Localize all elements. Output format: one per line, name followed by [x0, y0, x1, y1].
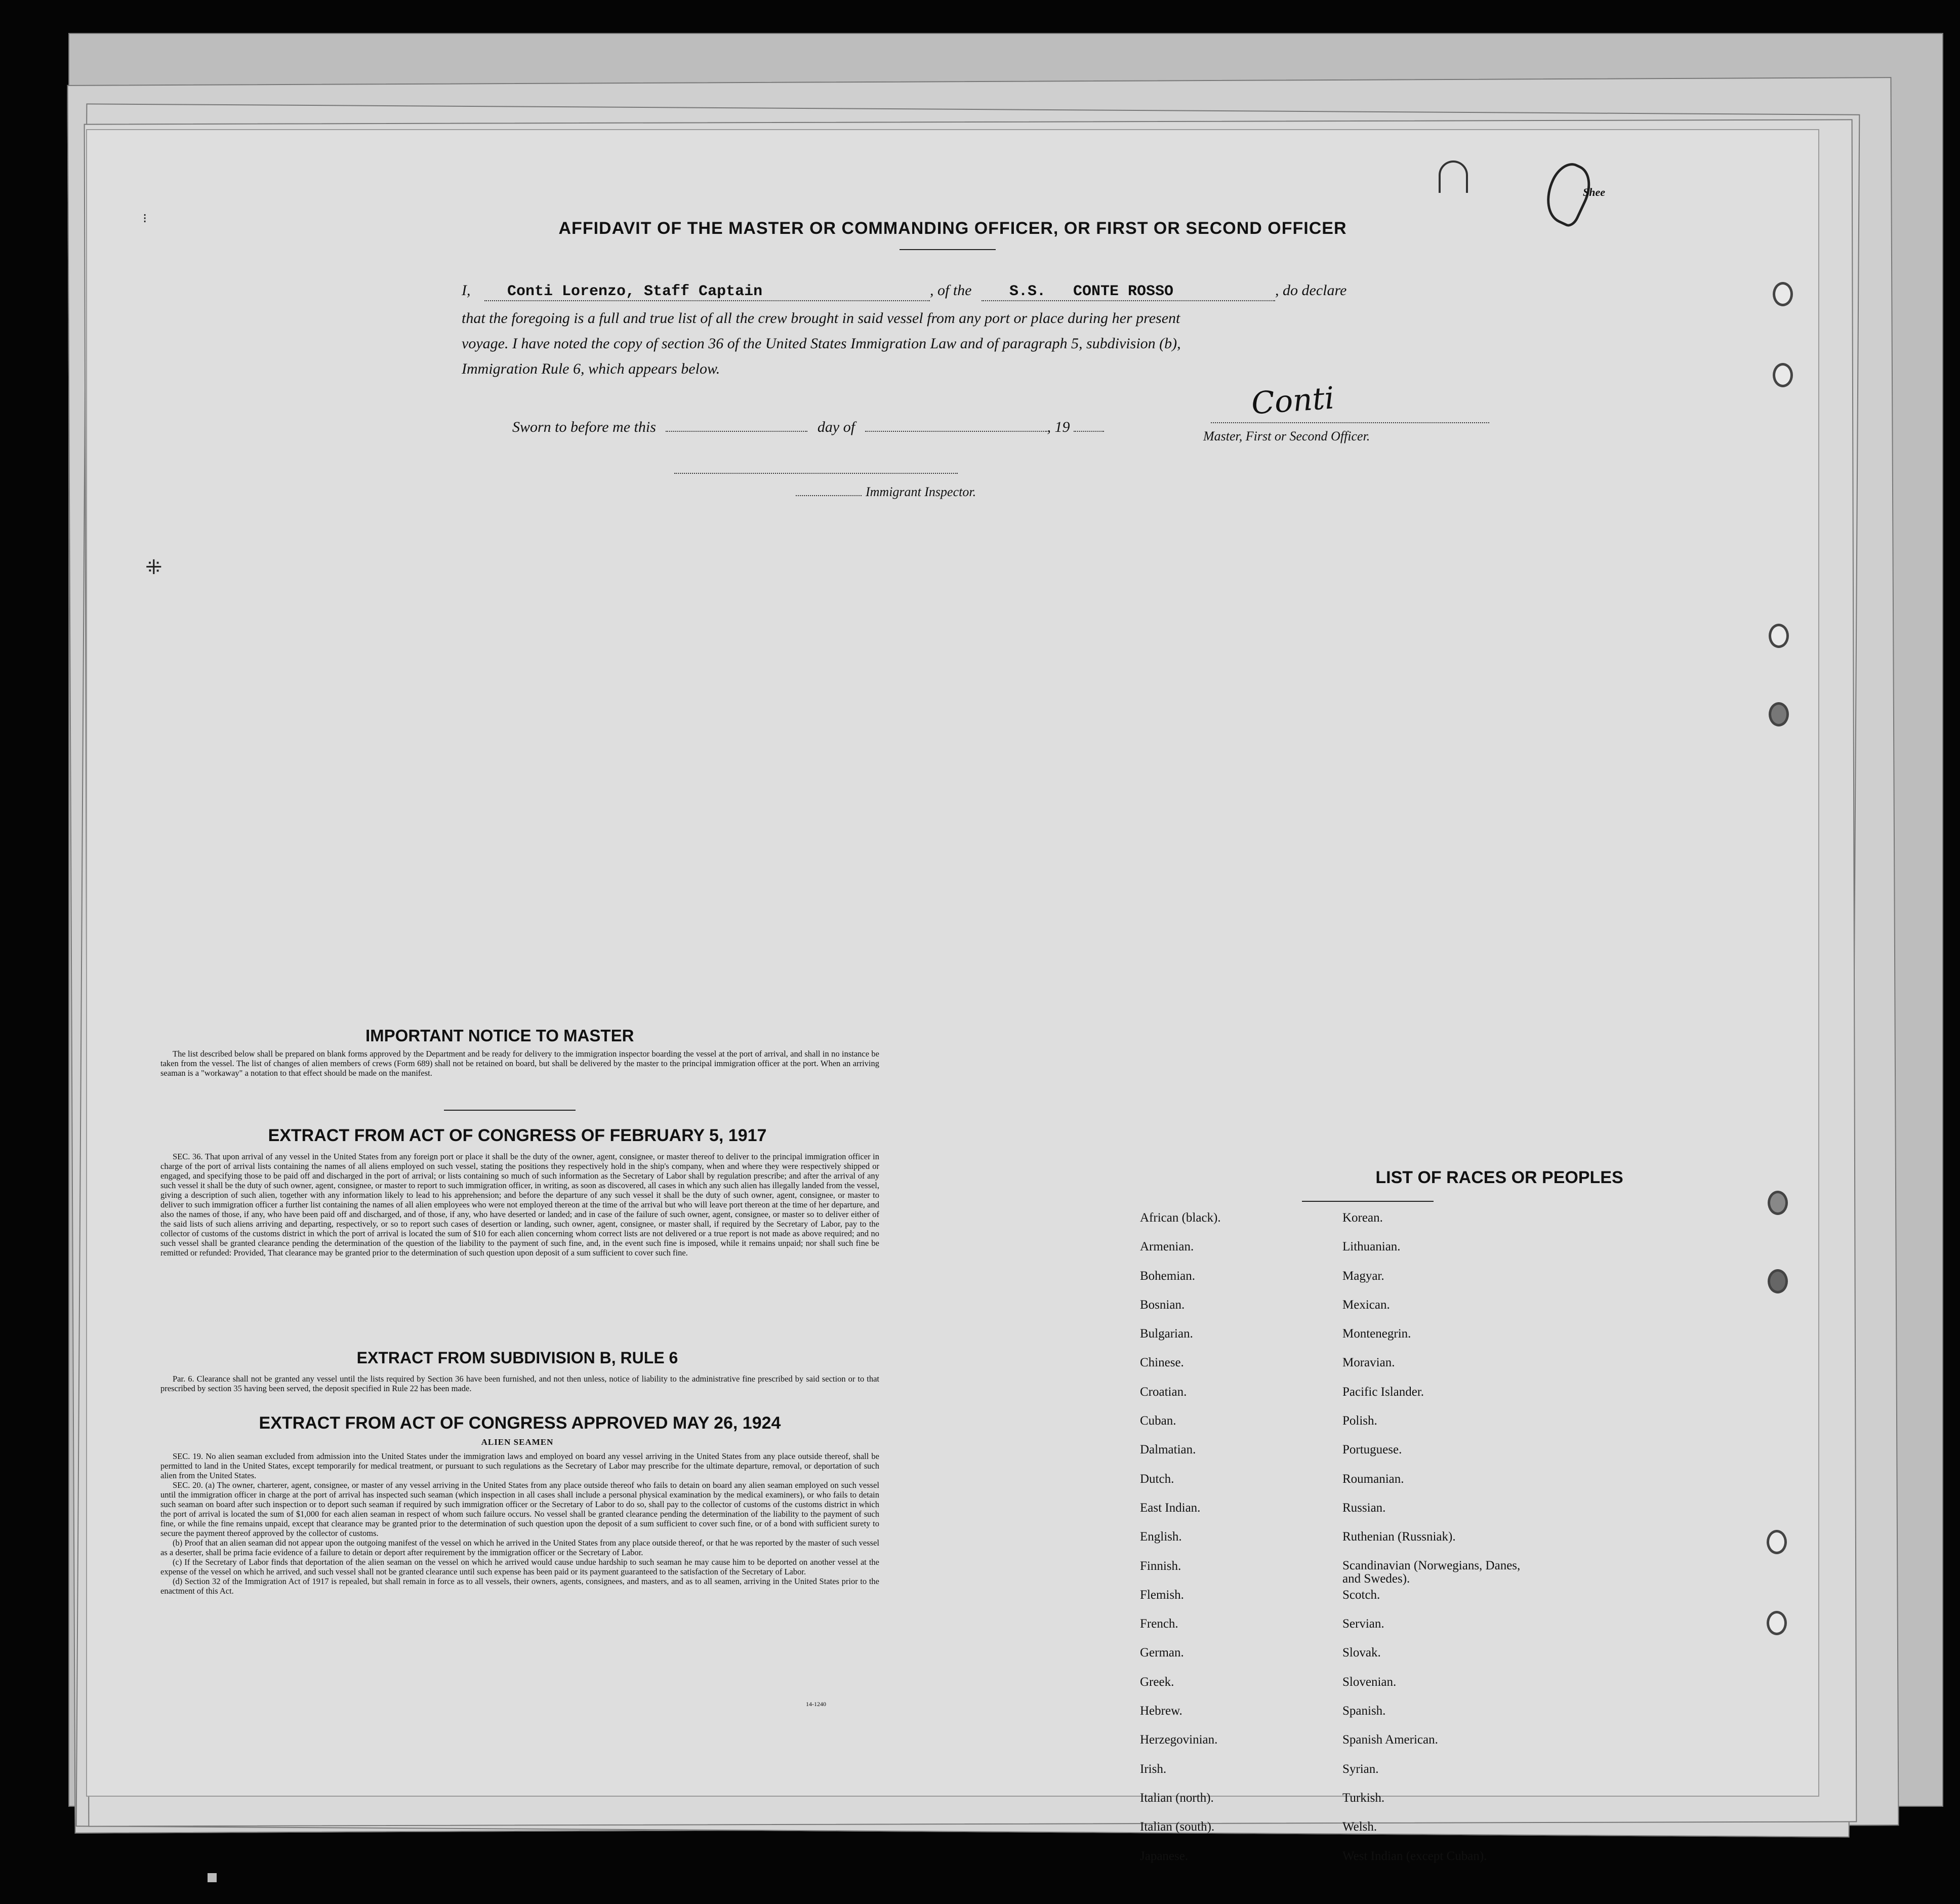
punch-hole — [1769, 702, 1789, 726]
vessel-name: S.S. CONTE ROSSO — [1009, 283, 1174, 300]
race-item: African (black). — [1140, 1211, 1221, 1225]
race-item: Finnish. — [1140, 1559, 1181, 1573]
inspector-rule — [674, 473, 958, 474]
race-item: Bulgarian. — [1140, 1327, 1193, 1341]
race-item: Dutch. — [1140, 1472, 1174, 1486]
extract-1924-paragraph: SEC. 19. No alien seaman excluded from admission into the United States under the immigration laws and employed on board any vessel arriving in the United States from any place outside thereof, shall be permitted to land in the United States, except temporarily for medical treatment, or pursuant to such regulations as the Secretary of Labor may prescribe for the ultimate departure, removal, or deportation of such alien from the United States. — [160, 1451, 879, 1480]
race-item: Magyar. — [1342, 1269, 1384, 1283]
of-the-text: , of the — [930, 282, 972, 299]
race-item: Ruthenian (Russniak). — [1342, 1530, 1456, 1544]
punch-hole — [1773, 363, 1793, 387]
corner-sheet-label: Shee — [1583, 186, 1605, 198]
punch-hole — [1768, 1269, 1788, 1293]
punch-hole — [1769, 624, 1789, 648]
punch-hole — [1767, 1611, 1787, 1635]
race-item: Bosnian. — [1140, 1298, 1185, 1312]
punch-hole — [1773, 282, 1793, 306]
extract-1917-text — [160, 1152, 879, 1258]
race-item: Slovak. — [1342, 1646, 1381, 1660]
race-item: Chinese. — [1140, 1356, 1184, 1370]
declaration-line-4: Immigration Rule 6, which appears below. — [462, 360, 720, 377]
margin-mark: ⁜ — [145, 556, 162, 579]
races-title: LIST OF RACES OR PEOPLES — [1375, 1168, 1623, 1187]
day-of-text: day of — [817, 419, 855, 435]
race-item: West Indian (except Cuban). — [1342, 1849, 1487, 1863]
extract-1924-paragraph: (b) Proof that an alien seaman did not appear upon the outgoing manifest of the vessel on which he arrived in the United States from any place outside thereof, or that he was reported by the master of such vessel as a deserter, shall be prima facie evidence of a failure to detain or deport after requirement by the immigration officer or the Secretary of Labor. — [160, 1538, 879, 1557]
race-item: Portuguese. — [1342, 1443, 1402, 1457]
race-item: Flemish. — [1140, 1588, 1184, 1602]
notice-text — [160, 1049, 879, 1078]
intro-text: I, — [462, 282, 471, 299]
extract-rule6-paragraph: Par. 6. Clearance shall not be granted any vessel until the lists required by Section 36 have been furnished, and not then unless, notice of liability to the administrative fine prescribed by said section or to that prescribed by section 35 having been served, the deposit specified in Rule 22 has been made. — [160, 1374, 879, 1393]
races-rule — [1302, 1201, 1434, 1202]
race-item: Cuban. — [1140, 1414, 1176, 1428]
race-item: Lithuanian. — [1342, 1240, 1401, 1254]
race-item: Italian (south). — [1140, 1820, 1215, 1834]
declarant-name: Conti Lorenzo, Staff Captain — [507, 283, 763, 300]
race-item: Spanish American. — [1342, 1733, 1438, 1747]
race-item: Mexican. — [1342, 1298, 1390, 1312]
extract-rule6-text — [160, 1374, 879, 1393]
sworn-text: Sworn to before me this — [512, 419, 656, 435]
notice-title: IMPORTANT NOTICE TO MASTER — [365, 1026, 634, 1045]
race-item: French. — [1140, 1617, 1178, 1631]
manifest-page — [86, 129, 1819, 1863]
corner-box-mark — [1439, 160, 1468, 193]
extract-1917-title: EXTRACT FROM ACT OF CONGRESS OF FEBRUARY 5, 1917 — [268, 1126, 767, 1145]
race-item: Syrian. — [1342, 1762, 1379, 1776]
sworn-year-field — [1074, 431, 1104, 432]
extract-rule6-title: EXTRACT FROM SUBDIVISION B, RULE 6 — [356, 1349, 678, 1367]
race-item: Hebrew. — [1140, 1704, 1182, 1718]
inspector-label: Immigrant Inspector. — [866, 484, 976, 499]
race-item: East Indian. — [1140, 1501, 1201, 1515]
race-item: Polish. — [1342, 1414, 1377, 1428]
extract-1924-subtitle: ALIEN SEAMEN — [481, 1437, 554, 1447]
inspector-line — [796, 484, 976, 500]
race-item: Herzegovinian. — [1140, 1733, 1218, 1747]
extract-1924-paragraph: (d) Section 32 of the Immigration Act of 1917 is repealed, but shall remain in force as to all vessels, their owners, agents, consignees, and masters, and as to all seamen, arriving in the United States prior to the enactment of this Act. — [160, 1576, 879, 1596]
race-item: Roumanian. — [1342, 1472, 1404, 1486]
race-item: Servian. — [1342, 1617, 1384, 1631]
race-item: Turkish. — [1342, 1791, 1385, 1805]
extract-1924-text — [160, 1451, 879, 1596]
extract-1924-paragraph: (c) If the Secretary of Labor finds that deportation of the alien seaman on the vessel on which he arrived would cause undue hardship to such seaman he may cause him to be deported on another vessel at the expense of the vessel on which he arrived, and such vessel shall not be granted clearance until such expense has been paid or its payment guaranteed to the satisfaction of the Secretary of Labor. — [160, 1557, 879, 1576]
form-number: 14-1240 — [806, 1700, 826, 1708]
race-item: Scandinavian (Norwegians, Danes, and Swedes). — [1342, 1558, 1521, 1586]
affidavit-title: AFFIDAVIT OF THE MASTER OR COMMANDING OFFICER, OR FIRST OR SECOND OFFICER — [558, 219, 1347, 238]
do-declare-text: , do declare — [1275, 282, 1347, 299]
sworn-month-field — [865, 431, 1047, 432]
declarant-field — [484, 282, 930, 301]
signature-label: Master, First or Second Officer. — [1203, 429, 1370, 443]
sworn-line — [512, 419, 1104, 436]
extract-1924-title: EXTRACT FROM ACT OF CONGRESS APPROVED MAY 26, 1924 — [259, 1413, 781, 1433]
inspector-field — [796, 495, 862, 496]
race-item: Armenian. — [1140, 1240, 1194, 1254]
race-item: Korean. — [1342, 1211, 1383, 1225]
races-right-column — [1342, 1211, 1606, 1878]
declaration-line-1 — [462, 282, 1346, 301]
race-item: Spanish. — [1342, 1704, 1386, 1718]
race-item: Bohemian. — [1140, 1269, 1196, 1283]
notice-rule — [444, 1110, 576, 1111]
race-item: Pacific Islander. — [1342, 1385, 1424, 1399]
signature-rule — [1211, 422, 1489, 423]
vessel-field — [982, 282, 1275, 301]
race-item: Moravian. — [1342, 1356, 1395, 1370]
extract-1917-paragraph: SEC. 36. That upon arrival of any vessel in the United States from any foreign port or place it shall be the duty of the owner, agent, consignee, or master thereof to deliver to the principal immigration officer in charge of the port of arrival lists containing the names of all aliens employed on such vessel, stating the positions they respectively hold in the ship's company, when and where they were respectively shipped or engaged, and specifying those to be paid off and discharged in the port of arrival; or lists containing so much of such information as the Secretary of Labor shall by regulation prescribe; and after the arrival of any such vessel it shall be the duty of such owner, agent, consignee, or master to report to such immigration officer, in writing, as soon as discovered, all cases in which any such alien has illegally landed from the vessel, giving a description of such alien, together with any information likely to lead to his apprehension; and before the departure of any such vessel it shall be the duty of such owner, agent, consignee, or master to deliver to such immigration officer a further list containing the names of all alien employees who were not employed thereon at the time of the arrival but who will leave port thereon at the time of her departure, and also the names of those, if any, who have been paid off and discharged, and of those, if any, who have deserted or landed; and in case of the failure of such owner, agent, consignee, or master so to deliver either of the said lists of such aliens arriving and departing, respectively, or so to report such cases of desertion or landing, such owner, agent, consignee, or master shall, if required by the Secretary of Labor, pay to the collector of customs of the customs district in which the port of arrival is located the sum of $10 for each alien concerning whom correct lists are not delivered or a true report is not made as above required; and no such vessel shall be granted clearance pending the determination of the question of the liability to the payment of such fine, and, in the event such fine is imposed, while it remains unpaid; nor shall such fine be remitted or refunded: Provided, That clearance may be granted prior to the determination of such question upon deposit of a sum sufficient to cover such fine. — [160, 1152, 879, 1258]
declaration-line-3: voyage. I have noted the copy of section 36 of the United States Immigration Law and of paragraph 5, subdivision (b), — [462, 335, 1181, 352]
punch-hole — [1767, 1530, 1787, 1554]
title-rule — [900, 249, 996, 250]
sworn-day-field — [666, 431, 807, 432]
race-item: Welsh. — [1342, 1820, 1377, 1834]
race-item: German. — [1140, 1646, 1184, 1660]
race-item: Dalmatian. — [1140, 1443, 1196, 1457]
master-signature: Conti — [1250, 380, 1336, 422]
races-left-column — [1140, 1211, 1332, 1878]
punch-hole — [1768, 1191, 1788, 1215]
declaration-line-2: that the foregoing is a full and true list of all the crew brought in said vessel from any port or place during her present — [462, 310, 1180, 327]
race-item: Slovenian. — [1342, 1675, 1397, 1689]
extract-1924-paragraph: SEC. 20. (a) The owner, charterer, agent, consignee, or master of any vessel arriving in the United States from any place outside thereof who fails to detain on board any alien seaman employed on such vessel until the immigration officer in charge at the port of arrival has inspected such seaman (which inspection in all cases shall include a personal physical examination by the medical examiners), or who fails to detain such seaman on board after such inspection or to deport such seaman if required by such immigration officer or the Secretary of Labor to do so, shall pay to the collector of customs of the customs district in which the port of arrival is located the sum of $1,000 for each alien seaman in respect of whom such failure occurs. No vessel shall be granted clearance pending the determination of the liability to the payment of such fine, or while the fine remains unpaid, except that clearance may be granted prior to the determination of such question upon the deposit of a sum sufficient to cover such fine, or of a bond with sufficient surety to secure the payment thereof approved by the collector of customs. — [160, 1480, 879, 1538]
notice-paragraph: The list described below shall be prepared on blank forms approved by the Department and be ready for delivery to the immigration inspector boarding the vessel at the port of arrival, and shall in no instance be taken from the vessel. The list of changes of alien members of crews (Form 689) shall not be retained on board, but shall be delivered by the master to the principal immigration officer at the port. When an arriving seaman is a "workaway" a notation to that effect should be made on the manifest. — [160, 1049, 879, 1078]
race-item: Russian. — [1342, 1501, 1386, 1515]
race-item: Scotch. — [1342, 1588, 1380, 1602]
race-item: Montenegrin. — [1342, 1327, 1411, 1341]
race-item: Irish. — [1140, 1762, 1167, 1776]
race-item: Greek. — [1140, 1675, 1174, 1689]
race-item: English. — [1140, 1530, 1182, 1544]
race-item: Japanese. — [1140, 1849, 1189, 1863]
stray-mark — [208, 1873, 217, 1882]
margin-mark: ⁝ — [143, 211, 147, 226]
race-item: Italian (north). — [1140, 1791, 1214, 1805]
year-prefix-text: , 19 — [1047, 419, 1070, 435]
race-item: Croatian. — [1140, 1385, 1187, 1399]
